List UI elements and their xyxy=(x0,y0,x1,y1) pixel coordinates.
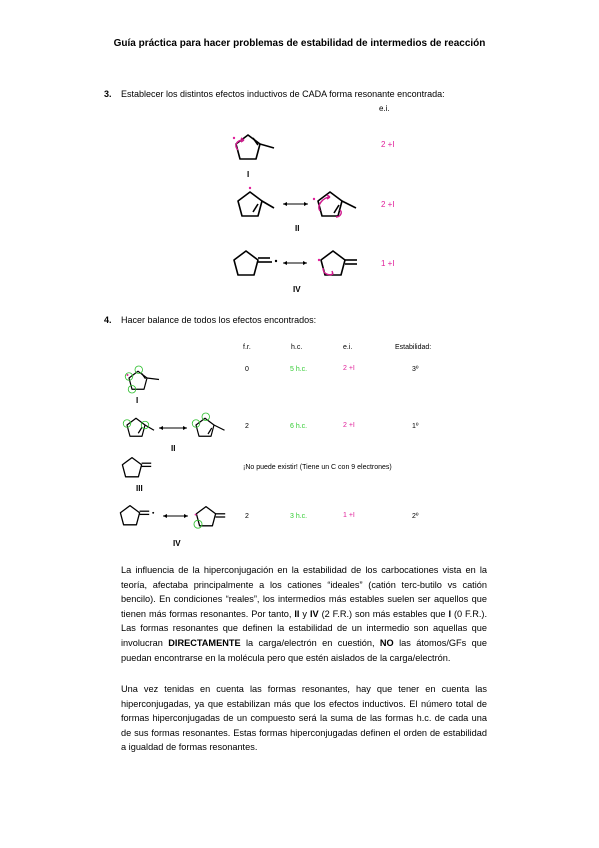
q3-label-IV: IV xyxy=(293,285,301,294)
q4-hc-II: 6 h.c. xyxy=(290,423,308,430)
q3-ei-IV: 1 +I xyxy=(381,259,395,268)
q3-ei-II: 2 +I xyxy=(381,200,395,209)
q4-note-III: ¡No puede existir! (Tiene un C con 9 electrones) xyxy=(243,464,392,471)
q3-ei-I: 2 +I xyxy=(381,140,395,149)
q4-header-fr: f.r. xyxy=(243,344,251,351)
q4-fr-II: 2 xyxy=(245,423,249,430)
page-header: Guía práctica para hacer problemas de estabilidad de intermedios de reacción xyxy=(113,38,486,49)
q3-label-II: II xyxy=(295,224,300,233)
q4-hc-I: 5 h.c. xyxy=(290,366,308,373)
q4-ei-IV: 1 +I xyxy=(343,512,355,519)
paragraph-resonance: La influencia de la hiperconjugación en la estabilidad de los carbocationes vista en la teoría, afectaba principalmente a los cationes “ideales” (catión terc-butilo vs catión bencilo). En condiciones “reales”, los intermedios más estables suelen ser aquellos que tienen más formas resonantes. Por tanto, II y IV (2 F.R.) son más estables que I (0 F.R.). Las formas resonantes que definen la estabilidad de un intermedio son aquellas que involucran DIRECTAMENTE la carga/electrón en cuestión, NO las átomos/GFs que puedan encontrarse en la molécula pero que estén aislados de la carga/electrón. xyxy=(121,565,487,663)
q4-label-I: I xyxy=(136,396,139,405)
q4-label-IV: IV xyxy=(173,539,181,548)
q4-header-stability: Estabilidad: xyxy=(395,344,432,351)
q4-header-hc: h.c. xyxy=(291,344,303,351)
q3-number: 3. xyxy=(104,89,112,99)
q3-text: Establecer los distintos efectos inductivos de CADA forma resonante encontrada: xyxy=(121,89,445,99)
q4-stab-IV: 2º xyxy=(412,513,419,520)
q4-ei-II: 2 +I xyxy=(343,422,355,429)
q4-text: Hacer balance de todos los efectos encontrados: xyxy=(121,315,317,325)
q4-stab-I: 3º xyxy=(412,366,419,373)
paragraph-hyperconjugation: Una vez tenidas en cuenta las formas resonantes, hay que tener en cuenta las hiperconjugadas, ya que estabilizan más que los efectos inductivos. El número total de formas hiperconjugadas de un compuesto será la suma de las formas h.c. de cada una de sus formas resonantes. Estas formas hiperconjugadas definen el orden de estabilidad a igualdad de formas resonantes. xyxy=(121,684,487,753)
q4-hc-IV: 3 h.c. xyxy=(290,513,308,520)
q4-number: 4. xyxy=(104,315,112,325)
q4-stab-II: 1º xyxy=(412,423,419,430)
q4-ei-I: 2 +I xyxy=(343,365,355,372)
q4-fr-I: 0 xyxy=(245,366,249,373)
q4-label-II: II xyxy=(171,444,176,453)
q4-fr-IV: 2 xyxy=(245,513,249,520)
q3-ei-header: e.i. xyxy=(379,104,390,113)
q4-header-ei: e.i. xyxy=(343,344,353,351)
q3-label-I: I xyxy=(247,170,250,179)
q4-label-III: III xyxy=(136,484,143,493)
